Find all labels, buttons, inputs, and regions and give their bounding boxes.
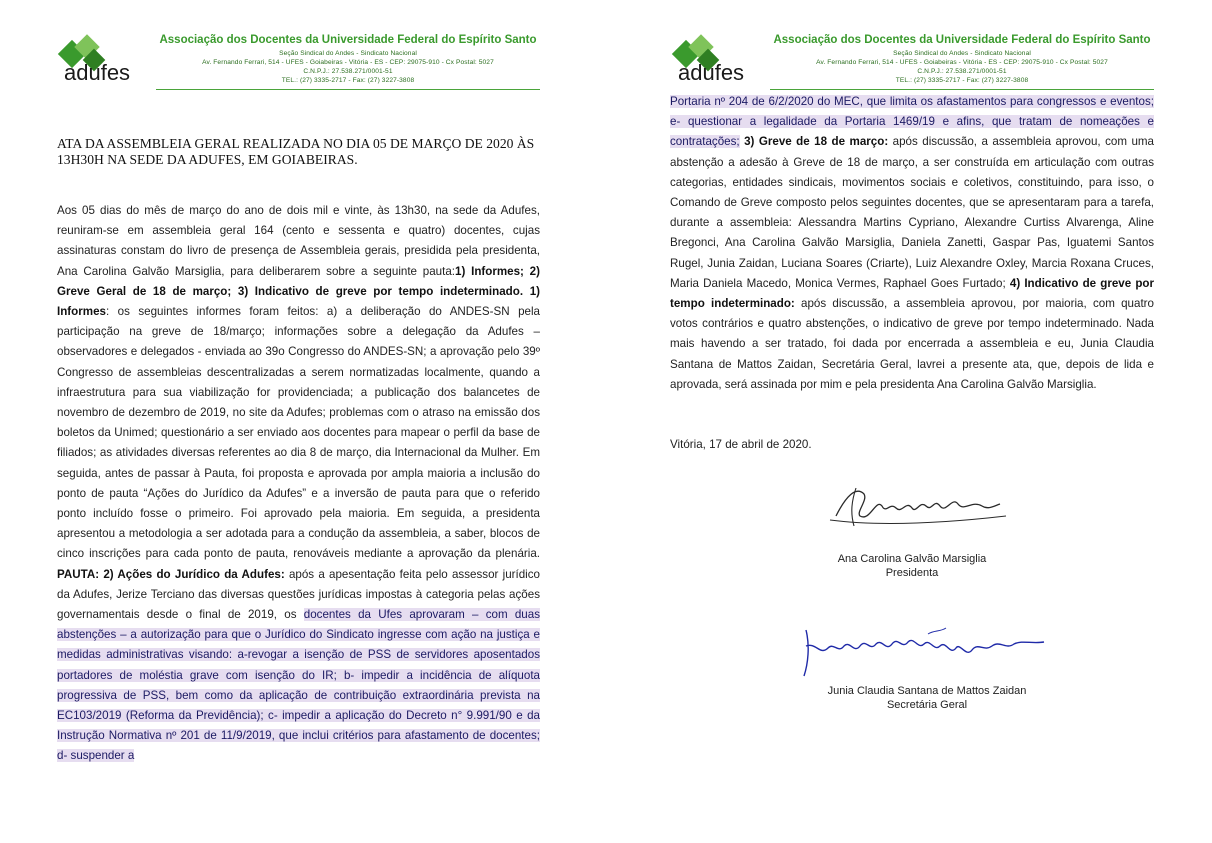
minutes-body-page-1 (57, 201, 540, 767)
org-name: Associação dos Docentes da Universidade Federal do Espírito Santo (159, 34, 537, 46)
org-cnpj: C.N.P.J.: 27.538.271/0001-51 (303, 68, 393, 75)
org-name: Associação dos Docentes da Universidade Federal do Espírito Santo (773, 34, 1151, 46)
org-phone: TEL.: (27) 3335-2717 - Fax: (27) 3227-3808 (281, 77, 415, 84)
greve-heading: 3) Greve de 18 de março: (739, 135, 889, 149)
letterhead (56, 30, 540, 96)
indicativo-text: após discussão, a assembleia aprovou, por maioria, com quatro votos contrários e quatro abstenções, o indicativo de greve por tempo indeterminado. Nada mais havendo a ser tratado, foi dada por encerrada a assembleia e eu, Junia Claudia Santana de Mattos Zaidan, Secretária Geral, lavrei a presente ata, que, depois de lida e aprovada, será assinada por mim e pela presidenta Ana Carolina Galvão Marsiglia. (670, 297, 1154, 391)
intro-text: Aos 05 dias do mês de março do ano de dois mil e vinte, às 13h30, na sede da Adufes, reuniram-se em assembleia geral 164 (cento e sessenta e quatro) docentes, cujas assinaturas constam do livro de presença de Assembleia gerais, presidida pela presidenta, Ana Carolina Galvão Marsiglia, para deliberarem sobre a seguinte pauta: (57, 204, 540, 278)
document-title: ATA DA ASSEMBLEIA GERAL REALIZADA NO DIA 05 DE MARÇO DE 2020 ÀS 13H30H NA SEDE DA ADUFES, EM GOIABEIRAS. (57, 136, 535, 167)
agenda-bold: 1) Informes; 2) Greve Geral de 18 de março; 3) Indicativo de greve por tempo indeterminado. 1) Informes (57, 264, 540, 319)
logo-wordmark: adufes (64, 60, 131, 85)
org-phone: TEL.: (27) 3335-2717 - Fax: (27) 3227-3808 (895, 77, 1029, 84)
greve-text: após discussão, a assembleia aprovou, com uma abstenção a adesão à Greve de 18 de março, a ser construída em articulação com outras categorias, entidades sindicais, movimentos sociais e coletivos, constituindo, para isso, o Comando de Greve composto pelos seguintes docentes, que se apresentaram para a tarefa, durante a assembleia: Alessandra Martins Cypriano, Alexandre Curtiss Alvarenga, Aline Bregonci, Ana Carolina Galvão Marsiglia, Daniela Zanetti, Gaspar Pas, Iguatemi Santos Rugel, Junia Zaidan, Luciana Soares (Criarte), Luiz Alexandre Oxley, Marcia Roxana Cruces, Maria Daniela Macedo, Monica Vermes, Raphael Goes Furtado; (670, 135, 1154, 290)
letterhead (670, 30, 1154, 96)
header-divider (770, 89, 1154, 90)
pauta-heading: PAUTA: 2) Ações do Jurídico da Adufes: (57, 567, 285, 581)
signature-secretary (788, 616, 1058, 682)
header-divider (156, 89, 540, 90)
date-line: Vitória, 17 de abril de 2020. (670, 438, 812, 451)
adufes-logo (670, 34, 770, 92)
signatory-2 (782, 684, 1072, 712)
signatory-1 (802, 552, 1022, 580)
minutes-body-page-2 (670, 92, 1154, 395)
informes-text: : os seguintes informes foram feitos: a) a deliberação do ANDES-SN pela participação na greve de 18/março; informações sobre a delegação da Adufes – observadores e delegados - enviada ao 39o Congresso do ANDES-SN; a aprovação pelo 39º Congresso de assembleias descentralizadas a serem normatizadas localmente, quando a infraestrutura para sua viabilização for providenciada; a publicação dos balancetes de novembro de dezembro de 2019, no site da Adufes; problemas com o atraso na emissão dos boletos da Unimed; questionário a ser enviado aos docentes para mapear o perfil da base de filiados; as atividades diversas referentes ao dia 8 de março, dia Internacional da Mulher. Em seguida, antes de passar à Pauta, foi proposta e aprovada por ampla maioria a inclusão do ponto de pauta “Ações do Jurídico da Adufes” e a inversão de pauta para que o referido ponto incluído fosse o primeiro. Foi aprovado pela maioria. Em seguida, a presidenta apresentou a metodologia a ser adotada para a condução da assembleia, a saber, blocos de cinco inscrições para cada ponto de pauta, renováveis mediante a aprovação da plenária. (57, 305, 540, 561)
signatory-1-name: Ana Carolina Galvão Marsiglia (837, 553, 987, 565)
org-subtitle: Seção Sindical do Andes - Sindicato Nacional (893, 50, 1031, 57)
org-address: Av. Fernando Ferrari, 514 - UFES - Goiabeiras - Vitória - ES - CEP: 29075-910 - Cx Postal: 5027 (202, 59, 494, 66)
indicativo-heading: 4) Indicativo de greve por tempo indeterminado: (670, 276, 1155, 311)
org-subtitle: Seção Sindical do Andes - Sindicato Nacional (279, 50, 417, 57)
signatory-2-role: Secretária Geral (886, 699, 968, 711)
org-cnpj: C.N.P.J.: 27.538.271/0001-51 (917, 68, 1007, 75)
page-2 (606, 0, 1212, 843)
highlighted-decision-continued: Portaria nº 204 de 6/2/2020 do MEC, que limita os afastamentos para congressos e eventos; e- questionar a legalidade da Portaria 1469/19 e afins, que tratam de nomeações e contratações; (670, 95, 1154, 149)
adufes-logo (56, 34, 156, 92)
org-address: Av. Fernando Ferrari, 514 - UFES - Goiabeiras - Vitória - ES - CEP: 29075-910 - Cx Postal: 5027 (816, 59, 1108, 66)
signature-president (816, 476, 1016, 536)
signatory-1-role: Presidenta (885, 567, 939, 579)
logo-wordmark: adufes (678, 60, 745, 85)
highlighted-decision: docentes da Ufes aprovaram – com duas abstenções – a autorização para que o Jurídico do Sindicato ingresse com ação na justiça e medidas administrativas visando: a-revogar a isenção de PSS de servidores aposentados portadores de moléstia grave com isenção do IR; b- impedir a incidência de alíquota progressiva de PSS, bem como da aplicação de contribuição extraordinária prevista na EC103/2019 (Reforma da Previdência); c- impedir a aplicação do Decreto n° 9.991/90 e da Instrução Normativa nº 201 de 11/9/2019, que inclui critérios para afastamento de docentes; d- suspender a (57, 608, 541, 763)
signatory-2-name: Junia Claudia Santana de Mattos Zaidan (827, 685, 1027, 697)
pauta-text: após a apesentação feita pelo assessor jurídico da Adufes, Jerize Terciano das diversas questões jurídicas impostas à categoria pelas ações governamentais desde o final de 2019, os (57, 567, 540, 622)
